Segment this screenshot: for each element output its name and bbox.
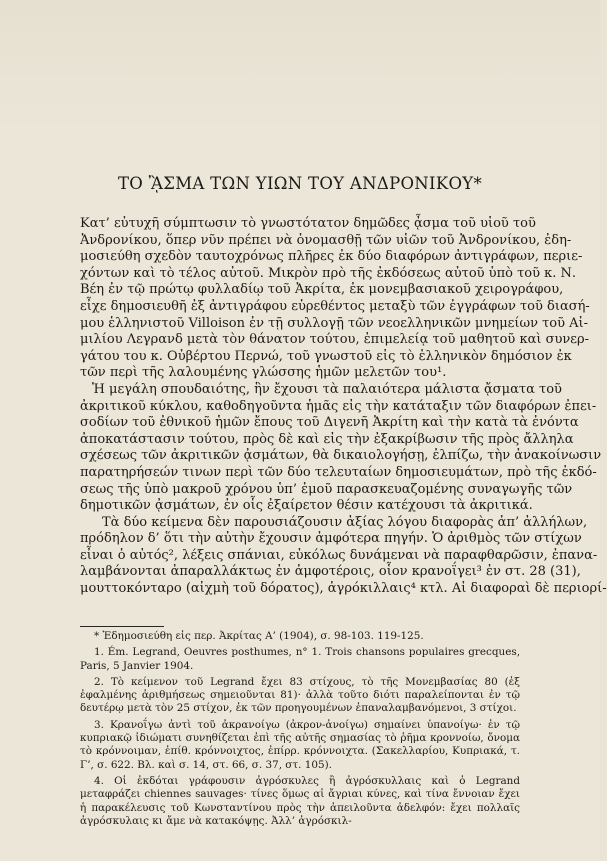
footnote: * Ἐδημοσιεύθη εἰς περ. Ἀκρίτας Α’ (1904), σ. 98-103. 119-125. [94, 630, 424, 642]
footnote: 3. Κρανοΐγω ἀντὶ τοῦ ἀκρανοίγω (ἀκρον-ἀνοίγω) σημαίνει ὑπανοίγω· ἐν τῷ κυπριακῷ ἰδιώματι συνηθίζεται ἐπὶ τῆς αὐτῆς σημασίας τὸ ῥῆμα κροννοίω, ὄνομα τὸ κρόννοιμαν, ἐπίθ. κρόννοιχτος, ἐπίρρ. κρόννοιχτα. (Σακελλαρίου, Κυπριακά, τ. Γ’, σ. 622. Βλ. καὶ σ. 14, στ. 66, σ. 37, στ. 105). [80, 718, 520, 771]
text-line: σεως τῆς ὑπὸ μακροῦ χρόνου ὑπ’ ἐμοῦ παρασκευαζομένης συναγωγῆς τῶν [80, 481, 573, 497]
text-line: Κατ’ εὐτυχῆ σύμπτωσιν τὸ γνωστότατον δημῶδες ᾆσμα τοῦ υἱοῦ τοῦ [80, 216, 536, 231]
text-line: γάτου του κ. Οὐβέρτου Περνώ, τοῦ γνωστοῦ εἰς τὸ ἑλληνικὸν δημόσιον ἐκ [80, 348, 572, 364]
text-line: σχέσεως τῶν ἀκριτικῶν ᾀσμάτων, θὰ δικαιολογήσῃ, ἐλπίζω, τὴν ἀνακοίνωσιν [80, 448, 602, 464]
text-line: Ἡ μεγάλη σπουδαιότης, ἣν ἔχουσι τὰ παλαιότερα μάλιστα ᾄσματα τοῦ [92, 381, 562, 397]
text-line: Ἀνδρονίκου, ὅπερ νῦν πρέπει νὰ ὀνομασθῇ τῶν υἱῶν τοῦ Ἀνδρονίκου, ἐδη- [80, 232, 572, 248]
text-line: πρόδηλον δ’ ὅτι τὴν αὐτὴν ἔχουσιν ἀμφότερα πηγήν. Ὁ ἀριθμὸς τῶν στίχων [80, 531, 582, 547]
footnote: 1. Ém. Legrand, Oeuvres posthumes, n° 1. Trois chansons populaires grecques, Paris, 5 Janvier 1904. [80, 646, 520, 672]
text-line: μου ἑλληνιστοῦ Villoison ἐν τῇ συλλογῇ τῶν νεοελληνικῶν μνημείων τοῦ Αἰ- [80, 315, 589, 331]
bleed-through-area [0, 0, 600, 135]
text-line: Τὰ δύο κείμενα δὲν παρουσιάζουσιν ἀξίας λόγου διαφορὰς ἀπ’ ἀλλήλων, [102, 514, 588, 530]
text-line: δημοτικῶν ᾀσμάτων, ἐν οἷς ἐξαίρετον θέσιν κατέχουσι τὰ ἀκριτικά. [80, 498, 533, 514]
text-line: λαμβάνονται ἀπαραλλάκτως ἐν ἀμφοτέροις, οἷον κρανοΐγει³ ἐν στ. 28 (31), [80, 564, 581, 580]
text-line: τῶν περὶ τῆς λαλουμένης γλώσσης ἡμῶν μελετῶν του¹. [80, 365, 447, 381]
footnote: 4. Οἱ ἐκδόται γράφουσιν ἀγρόσκυλες ἢ ἀγρόσκυλλαις καὶ ὁ Legrand μεταφράζει chiennes sauvages· τίνες ὅμως αἱ ἄγριαι κύνες, καὶ τίνα ἔννοιαν ἔχει ἡ παρακέλευσις τοῦ Κωνσταντίνου πρὸς τὴν ἀπειλοῦντα ἀδελφόν: ἔχει πολλαῖς ἀγρόσκυλαις κι ἄμε νὰ κατακόψῃς. Ἀλλ’ ἀγρόσκιλ- [80, 774, 520, 827]
page-title: ΤΟ ᾊΣΜΑ ΤΩΝ ΥΙΩΝ ΤΟΥ ΑΝΔΡΟΝΙΚΟΥ* [117, 174, 483, 193]
text-line: εἶναι ὁ αὐτός², λέξεις σπάνιαι, εὐκόλως δυνάμεναι νὰ παραφθαρῶσιν, ἐπανα- [80, 547, 598, 563]
text-line: μουττοκόνταρο (αἰχμὴ τοῦ δόρατος), ἀγρόκιλλαις⁴ κτλ. Αἱ διαφοραὶ δὲ περιορί- [80, 581, 607, 597]
text-line: χόντων καὶ τὸ τέλος αὐτοῦ. Μικρὸν πρὸ τῆς ἐκδόσεως αὐτοῦ ὑπὸ τοῦ κ. Ν. [80, 265, 577, 281]
footnote-rule [80, 626, 164, 627]
text-line: παρατηρήσεών τινων περὶ τῶν δύο τελευταίων δημοσιευμάτων, πρὸ τῆς ἐκδό- [80, 464, 597, 480]
text-line: ἀκριτικοῦ κύκλου, καθοδηγοῦντα ἡμᾶς εἰς τὴν κατάταξιν τῶν διαφόρων ἐπει- [80, 398, 597, 414]
text-line: εἶχε δημοσιευθῆ ἐξ ἀντιγράφου εὑρεθέντος μεταξὺ τῶν ἐγγράφων τοῦ διασή- [80, 298, 590, 314]
text-line: ἀποκατάστασιν τούτου, πρὸς δὲ καὶ εἰς τὴν ἐξακρίβωσιν τῆς πρὸς ἄλληλα [80, 431, 574, 447]
text-line: σοδίων τοῦ ἐθνικοῦ ἡμῶν ἔπους τοῦ Διγενῆ Ἀκρίτη καὶ τὴν κατὰ τὰ ἐνόντα [80, 415, 579, 431]
main-text [80, 216, 607, 598]
text-line: μιλίου Λεγρανδ μετὰ τὸν θάνατον τούτου, ἐπιμελείᾳ τοῦ μαθητοῦ καὶ συνερ- [80, 332, 590, 348]
text-line: Βέη ἐν τῷ πρώτῳ φυλλαδίῳ τοῦ Ἀκρίτα, ἐκ μονεμβασιακοῦ χειρογράφου, [80, 282, 564, 298]
footnotes [80, 630, 520, 828]
text-line: μοσιεύθη σχεδὸν ταυτοχρόνως πλῆρες ἐκ δύο διαφόρων ἀντιγράφων, περιε- [80, 249, 583, 265]
footnote: 2. Τὸ κείμενον τοῦ Legrand ἔχει 83 στίχους, τὸ τῆς Μονεμβασίας 80 (ἐξ ἐφαλμένης ἀριθμήσεως σημειοῦνται 81)· ἀλλὰ τοῦτο διότι παραλείπονται ἐν τῷ δευτέρῳ μετὰ τὸν 25 στίχον, ἐκ τῶν προηγουμένων ἐπαναλαμβανόμενοι, 3 στίχοι. [80, 675, 520, 715]
